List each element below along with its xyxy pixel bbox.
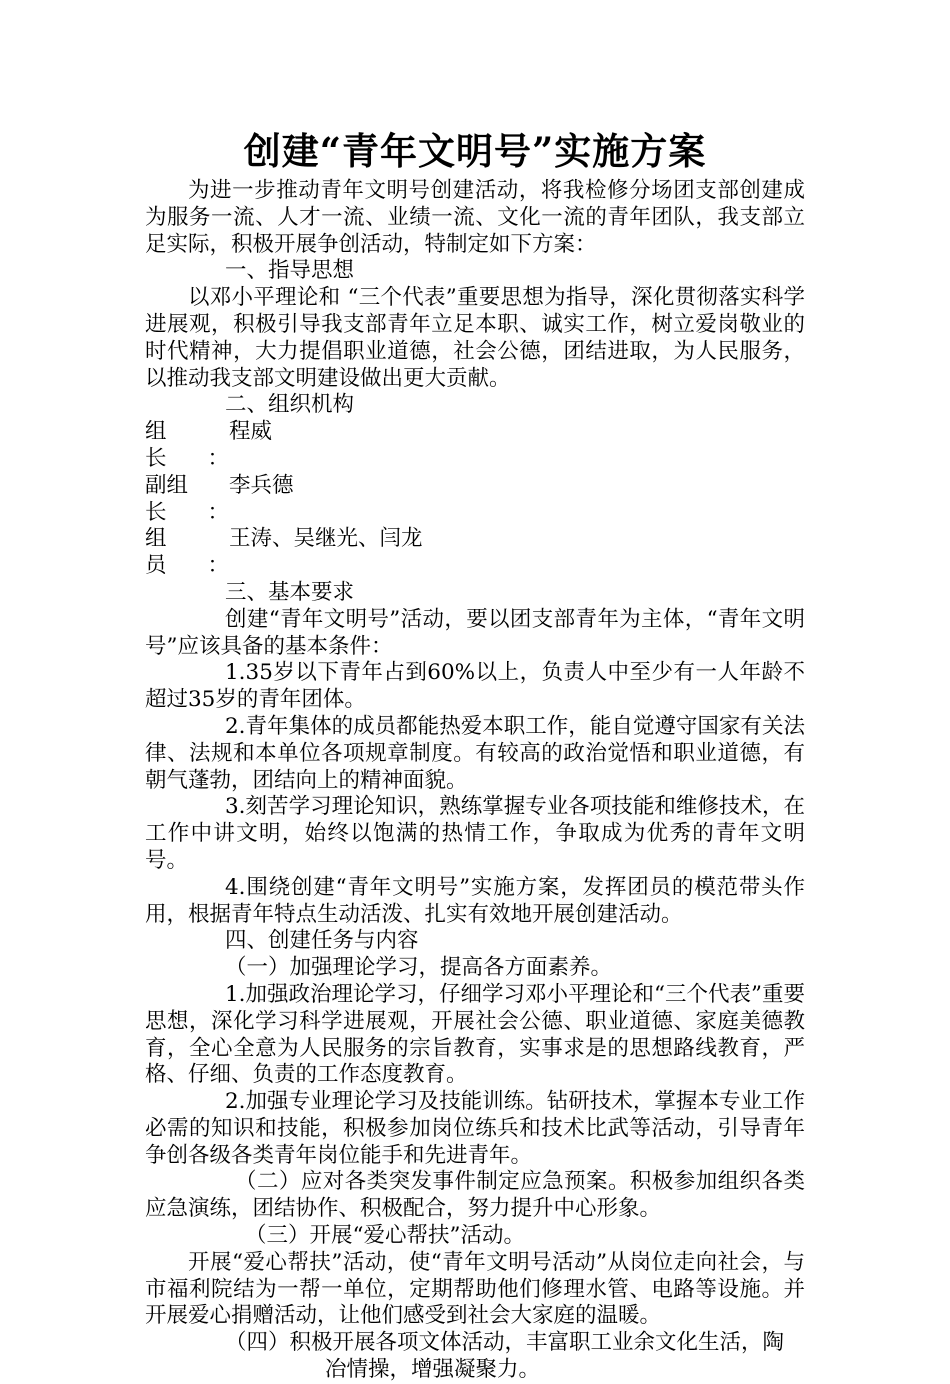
org-members-names: 王涛、吴继光、闫龙 — [229, 526, 423, 552]
document-title: 创建“青年文明号”实施方案 — [243, 129, 707, 173]
subsection-emergency-plan: （二）应对各类突发事件制定应急预案。积极参加组织各类应急演练，团结协作、积极配合，努力提升中心形象。 — [145, 1169, 805, 1222]
document-page — [145, 128, 805, 1384]
intro-paragraph: 为进一步推动青年文明号创建活动，将我检修分场团支部创建成为服务一流、人才一流、业绩一流、文化一流的青年团队，我支部立足实际，积极开展争创活动，特制定如下方案： — [145, 178, 805, 257]
subsection-heading-charity: （三）开展“爱心帮扶”活动。 — [245, 1223, 525, 1249]
org-leader-row — [145, 419, 805, 473]
org-deputy-label: 副组长： — [145, 472, 229, 525]
subsection-culture-line-1: （四）积极开展各项文体活动，丰富职工业余文化生活，陶 — [225, 1330, 785, 1356]
section-heading-guiding-ideology: 一、指导思想 — [225, 258, 355, 284]
org-members-label: 组 员： — [145, 526, 229, 579]
charity-paragraph: 开展“爱心帮扶”活动，使“青年文明号活动”从岗位走向社会，与市福利院结为一帮一单位，定期帮助他们修理水管、电路等设施。并开展爱心捐赠活动，让他们感受到社会大家庭的温暖。 — [145, 1249, 805, 1329]
requirements-paragraph: 创建“青年文明号”活动，要以团支部青年为主体，“青年文明号”应该具备的基本条件： — [145, 606, 805, 659]
org-leader-name: 程威 — [229, 419, 273, 445]
section-heading-tasks: 四、创建任务与内容 — [225, 928, 419, 954]
section-heading-organization: 二、组织机构 — [225, 392, 355, 418]
org-deputy-row — [145, 473, 805, 527]
org-deputy-name: 李兵德 — [229, 472, 294, 498]
subsection-heading-theory-study: （一）加强理论学习，提高各方面素养。 — [225, 955, 613, 981]
org-members-row — [145, 526, 805, 580]
org-leader-label: 组 长： — [145, 419, 229, 471]
theory-study-item-2: 2.加强专业理论学习及技能训练。钻研技术，掌握本专业工作必需的知识和技能，积极参加岗位练兵和技术比武等活动，引导青年争创各级各类青年岗位能手和先进青年。 — [145, 1089, 805, 1168]
section-heading-requirements: 三、基本要求 — [225, 579, 355, 605]
theory-study-item-1: 1.加强政治理论学习，仔细学习邓小平理论和“三个代表”重要思想，深化学习科学进展观，开展社会公德、职业道德、家庭美德教育，全心全意为人民服务的宗旨教育，实事求是的思想路线教育，严格、仔细、负责的工作态度教育。 — [145, 981, 805, 1088]
requirement-item-2: 2.青年集体的成员都能热爱本职工作，能自觉遵守国家有关法律、法规和本单位各项规章制度。有较高的政治觉悟和职业道德，有朝气蓬勃，团结向上的精神面貌。 — [145, 713, 805, 793]
requirement-item-3: 3.刻苦学习理论知识，熟练掌握专业各项技能和维修技术，在工作中讲文明，始终以饱满的热情工作，争取成为优秀的青年文明号。 — [145, 794, 805, 873]
requirement-item-4: 4.围绕创建“青年文明号”实施方案，发挥团员的模范带头作用，根据青年特点生动活泼、扎实有效地开展创建活动。 — [145, 874, 805, 927]
subsection-culture-line-2: 冶情操，增强凝聚力。 — [325, 1357, 541, 1383]
requirement-item-1: 1.35岁以下青年占到60%以上，负责人中至少有一人年龄不超过35岁的青年团体。 — [145, 660, 805, 713]
guiding-ideology-paragraph: 以邓小平理论和 “三个代表”重要思想为指导，深化贯彻落实科学进展观，积极引导我支部青年立足本职、诚实工作，树立爱岗敬业的时代精神，大力提倡职业道德，社会公德，团结进取，为人民服务，以推动我支部文明建设做出更大贡献。 — [145, 285, 805, 391]
